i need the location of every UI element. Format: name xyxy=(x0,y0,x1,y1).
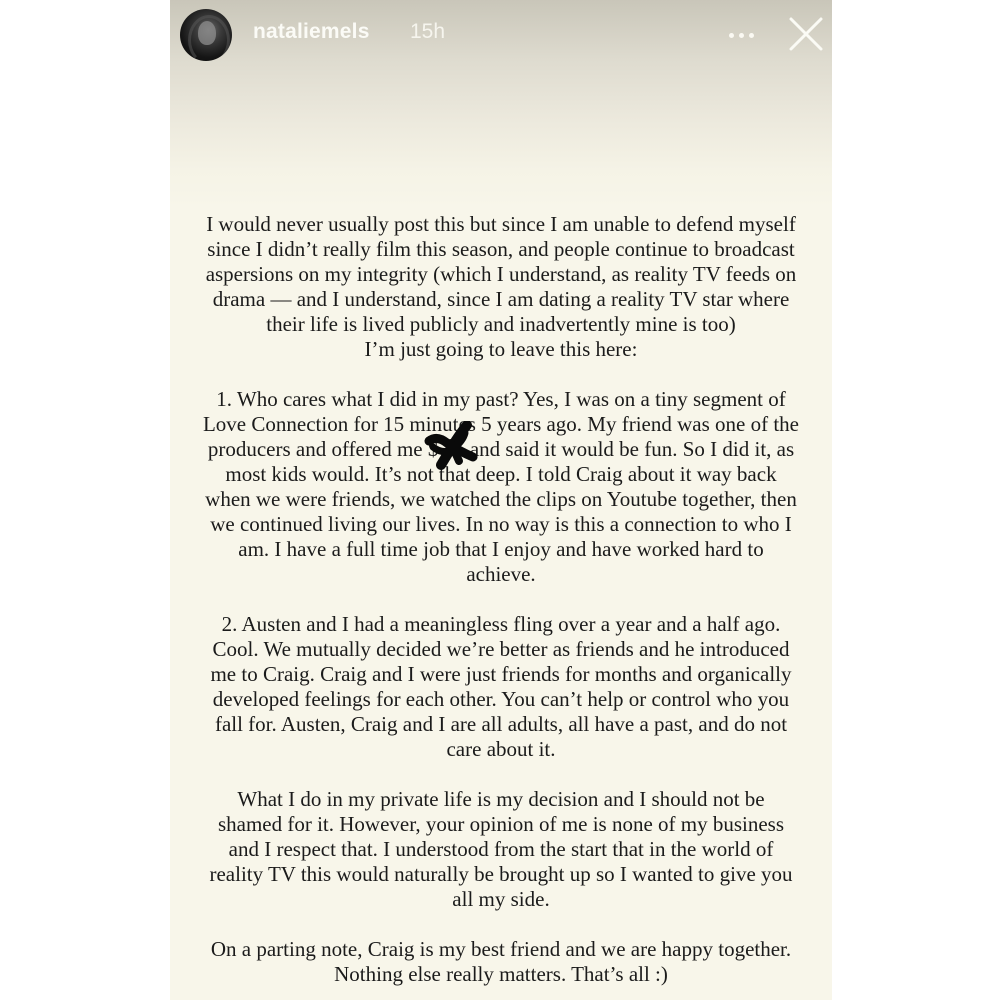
text-line: What I do in my private life is my decision and I should not be xyxy=(237,787,765,811)
parting-note-paragraph xyxy=(170,937,832,987)
scribble-redaction-icon xyxy=(423,421,479,471)
text-line: Nothing else really matters. That’s all :) xyxy=(334,962,668,986)
text-line: 2. Austen and I had a meaningless fling over a year and a half ago. xyxy=(221,612,781,636)
text-line: care about it. xyxy=(446,737,556,761)
text-line: aspersions on my integrity (which I understand, as reality TV feeds on xyxy=(205,262,797,286)
point-one-paragraph xyxy=(170,387,832,587)
text-line: 1. Who cares what I did in my past? Yes, I was on a tiny segment of xyxy=(216,387,786,411)
more-options-button[interactable] xyxy=(724,22,760,48)
text-line: me to Craig. Craig and I were just friends for months and organically xyxy=(210,662,792,686)
text-line: achieve. xyxy=(466,562,536,586)
text-line: we continued living our lives. In no way is this a connection to who I xyxy=(210,512,792,536)
text-line: Cool. We mutually decided we’re better as friends and he introduced xyxy=(212,637,790,661)
close-icon xyxy=(786,14,826,54)
intro-paragraph xyxy=(170,212,832,362)
text-line: their life is lived publicly and inadvertently mine is too) xyxy=(266,312,736,336)
post-timestamp: 15h xyxy=(410,20,446,43)
text-line: all my side. xyxy=(452,887,550,911)
text-line: shamed for it. However, your opinion of me is none of my business xyxy=(217,812,785,836)
story-text-content xyxy=(170,212,832,1000)
avatar-face-shape xyxy=(198,21,216,45)
text-line: reality TV this would naturally be brought up so I wanted to give you xyxy=(209,862,793,886)
profile-avatar[interactable] xyxy=(180,9,232,61)
more-dot-icon xyxy=(729,33,734,38)
text-line: fall for. Austen, Craig and I are all adults, all have a past, and do not xyxy=(214,712,788,736)
text-line: I would never usually post this but since I am unable to defend myself xyxy=(206,212,796,236)
story-viewer[interactable] xyxy=(170,0,832,1000)
text-line: am. I have a full time job that I enjoy and have worked hard to xyxy=(238,537,764,561)
text-line: when we were friends, we watched the clips on Youtube together, then xyxy=(205,487,797,511)
more-dot-icon xyxy=(749,33,754,38)
text-line: I’m just going to leave this here: xyxy=(364,337,638,361)
text-line: developed feelings for each other. You can’t help or control who you xyxy=(212,687,790,711)
text-line: since I didn’t really film this season, and people continue to broadcast xyxy=(207,237,795,261)
text-line: and I respect that. I understood from the start that in the world of xyxy=(228,837,774,861)
private-life-paragraph xyxy=(170,787,832,912)
close-button[interactable] xyxy=(786,14,826,54)
text-line: Love Connection for 15 minutes 5 years ago. My friend was one of the xyxy=(202,412,800,436)
text-line: On a parting note, Craig is my best friend and we are happy together. xyxy=(210,937,792,961)
text-line: most kids would. It’s not that deep. I told Craig about it way back xyxy=(225,462,777,486)
story-header xyxy=(170,0,832,70)
more-dot-icon xyxy=(739,33,744,38)
point-two-paragraph xyxy=(170,612,832,762)
text-line: producers and offered me $ and said it would be fun. So I did it, as xyxy=(207,437,795,461)
profile-username[interactable]: nataliemels xyxy=(253,20,370,43)
text-line: drama — and I understand, since I am dating a reality TV star where xyxy=(212,287,790,311)
